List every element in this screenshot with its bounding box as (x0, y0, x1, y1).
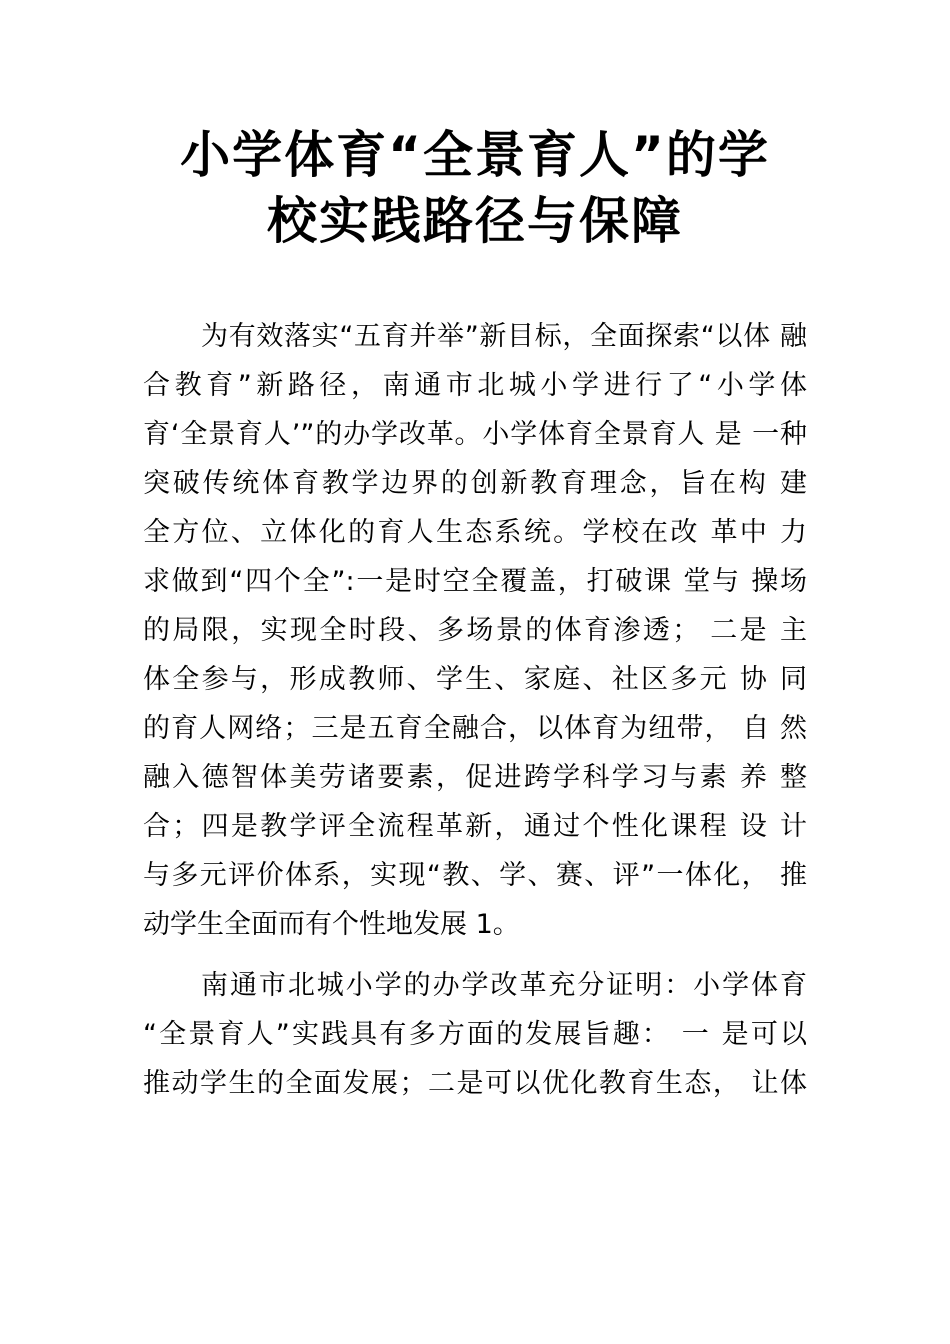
paragraph-line: 南通市北城小学的办学改革充分证明：小学体育 (201, 970, 807, 1001)
paragraph-line: 与多元评价体系，实现“教、学、赛、评”一体化， 推 (143, 860, 807, 891)
paragraph-line: 动学生全面而有个性地发展 1。 (143, 909, 520, 940)
paragraph-line: 的育人网络；三是五育全融合，以体育为纽带， 自 然 (143, 713, 807, 744)
paragraph-line: 求做到“四个全”:一是时空全覆盖，打破课 堂与 操场 (143, 566, 807, 597)
document-body (143, 312, 807, 1120)
paragraph-line: 的局限，实现全时段、多场景的体育渗透； 二是 主 (143, 615, 807, 646)
paragraph-line: 推动学生的全面发展；二是可以优化教育生态， 让体 (143, 1068, 807, 1099)
title-line-2: 校实践路径与保障 (267, 192, 683, 250)
paragraph-line: 突破传统体育教学边界的创新教育理念，旨在构 建 (143, 468, 807, 499)
paragraph-line: 全方位、立体化的育人生态系统。学校在改 革中 力 (143, 517, 807, 548)
paragraph-line: 合；四是教学评全流程革新，通过个性化课程 设 计 (143, 811, 807, 842)
paragraph-1 (143, 312, 807, 949)
paragraph-line: 融入德智体美劳诸要素，促进跨学科学习与素 养 整 (143, 762, 807, 793)
title-line-1: 小学体育“全景育人”的学 (180, 126, 770, 184)
paragraph-line: 育‘全景育人’”的办学改革。小学体育全景育人 是 一种 (143, 419, 807, 450)
document-title (150, 122, 800, 254)
paragraph-line: 体全参与，形成教师、学生、家庭、社区多元 协 同 (143, 664, 807, 695)
paragraph-line: 合教育”新路径，南通市北城小学进行了“小学体 (143, 370, 807, 401)
paragraph-line: 为有效落实“五育并举”新目标，全面探索“以体 融 (201, 321, 807, 352)
paragraph-2 (143, 961, 807, 1108)
paragraph-line: “全景育人”实践具有多方面的发展旨趣： 一 是可以 (143, 1019, 807, 1050)
